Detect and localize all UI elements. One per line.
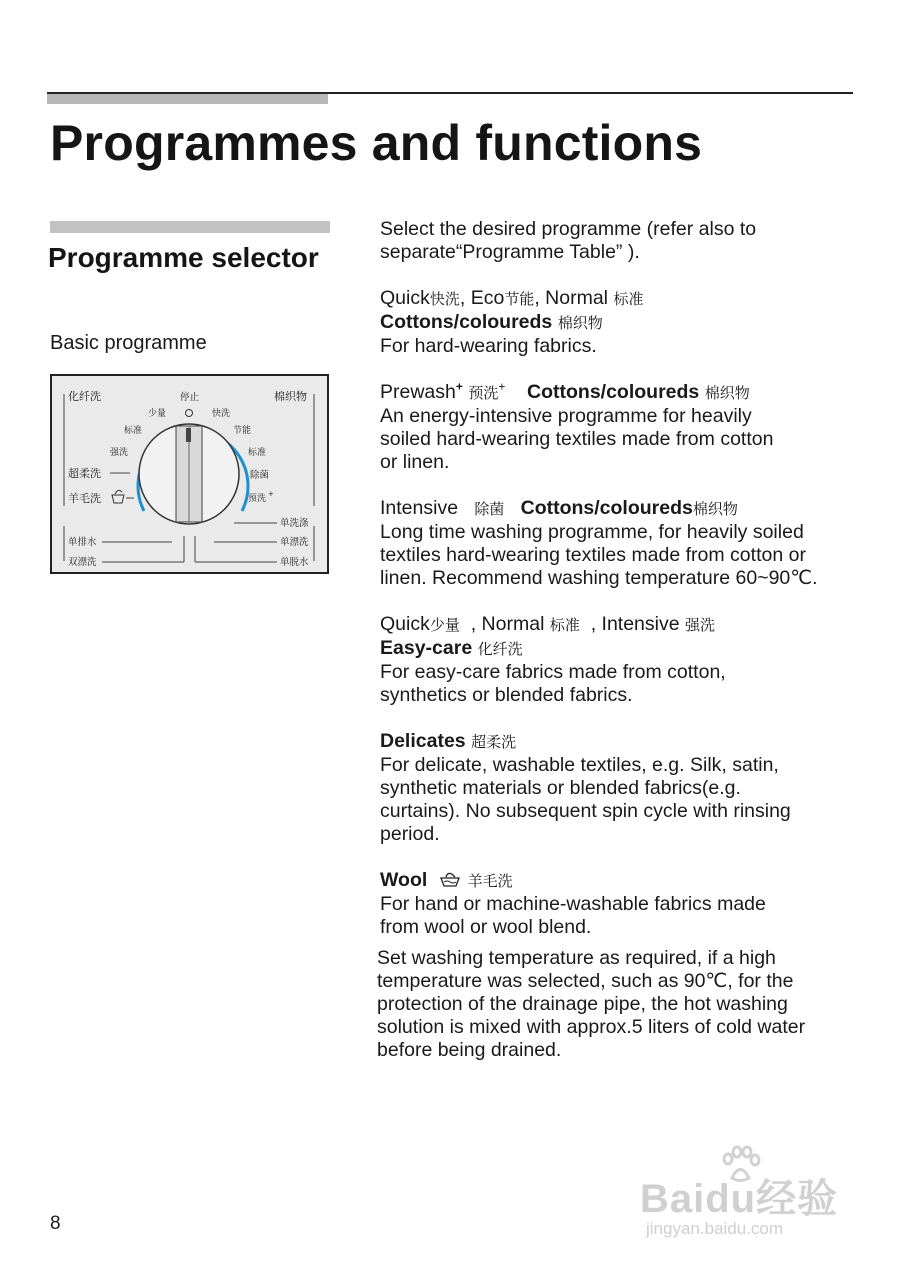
cottons-variants-line: Quick快洗, Eco节能, Normal 标准: [380, 287, 644, 309]
intro-line-1: Select the desired programme (refer also to: [380, 218, 757, 240]
svg-text:+: +: [268, 490, 274, 498]
section-accent-bar: [50, 221, 330, 233]
dial-label-spin-only: 单脱水: [280, 557, 309, 568]
dial-label-eco: 节能: [233, 426, 252, 436]
dial-label-stop: 停止: [180, 392, 200, 403]
paw-icon: [718, 1145, 762, 1185]
delicates-desc-4: period.: [380, 823, 440, 845]
dial-label-less: 少量: [148, 409, 167, 419]
dial-label-double-rinse: 双漂洗: [68, 557, 97, 568]
dial-label-wash-only: 单洗涤: [280, 518, 309, 529]
watermark-url: jingyan.baidu.com: [646, 1219, 784, 1238]
note-line-2: temperature was selected, such as 90℃, for the: [377, 970, 794, 992]
dial-label-easycare: 化纤洗: [68, 390, 101, 403]
intensive-desc-1: Long time washing programme, for heavily soiled: [380, 521, 804, 543]
dial-label-drain: 单排水: [68, 537, 97, 548]
prewash-desc-1: An energy-intensive programme for heavily: [380, 405, 752, 427]
temperature-note: [377, 947, 857, 1062]
section-title: Programme selector: [48, 242, 319, 273]
page-number: 8: [50, 1213, 61, 1234]
wool-hand-icon: [112, 490, 124, 503]
delicates-title: Delicates 超柔洗: [380, 730, 517, 752]
dial-label-quick: 快洗: [212, 409, 231, 419]
programme-dial-panel: [50, 374, 329, 574]
note-line-4: solution is mixed with approx.5 liters of cold water: [377, 1016, 806, 1038]
easycare-desc-1: For easy-care fabrics made from cotton,: [380, 661, 726, 683]
dial-label-wool: 羊毛洗: [68, 492, 101, 505]
delicates-desc-3: curtains). No subsequent spin cycle with rinsing: [380, 800, 791, 822]
prewash-desc-3: or linen.: [380, 451, 450, 473]
intro-line-2: separate“Programme Table” ).: [380, 241, 640, 263]
dial-label-strong: 强洗: [110, 448, 129, 458]
prewash-desc-2: soiled hard-wearing textiles made from cotton: [380, 428, 774, 450]
dial-label-std-right: 标准: [248, 448, 267, 458]
wool-title: Wool 羊毛洗: [380, 869, 513, 891]
dial-label-sterilize: 除菌: [250, 470, 270, 481]
prewash-title: Prewash+ 预洗+ Cottons/coloureds 棉织物: [380, 379, 750, 403]
note-line-5: before being drained.: [377, 1039, 562, 1061]
note-line-3: protection of the drainage pipe, the hot washing: [377, 993, 788, 1015]
watermark-logo: Baidu经验: [640, 1177, 839, 1221]
delicates-desc-2: synthetic materials or blended fabrics(e.g.: [380, 777, 741, 799]
wool-hand-wash-icon: [438, 870, 462, 888]
cottons-title: Cottons/coloureds 棉织物: [380, 311, 603, 333]
basic-programme-label: Basic programme: [50, 332, 207, 354]
dial-label-rinse-only: 单漂洗: [280, 537, 309, 548]
cottons-description: For hard-wearing fabrics.: [380, 335, 597, 357]
intensive-title: Intensive 除菌 Cottons/coloureds棉织物: [380, 497, 738, 519]
dial-label-std-left: 标准: [124, 426, 143, 436]
dial-label-cottons: 棉织物: [274, 390, 307, 403]
delicates-desc-1: For delicate, washable textiles, e.g. Silk, satin,: [380, 754, 779, 776]
programme-descriptions: [380, 218, 870, 939]
wool-desc-1: For hand or machine-washable fabrics made: [380, 893, 766, 915]
easycare-desc-2: synthetics or blended fabrics.: [380, 684, 633, 706]
easycare-variants-line: Quick少量 , Normal 标准 , Intensive 强洗: [380, 613, 716, 635]
easycare-title: Easy-care 化纤洗: [380, 637, 523, 659]
wool-desc-2: from wool or wool blend.: [380, 916, 592, 938]
page-title: Programmes and functions: [50, 115, 703, 171]
note-line-1: Set washing temperature as required, if a high: [377, 947, 776, 969]
intensive-desc-2: textiles hard-wearing textiles made from cotton or: [380, 544, 806, 566]
top-accent-bar: [47, 94, 328, 104]
dial-label-delicates: 超柔洗: [68, 467, 101, 480]
intensive-desc-3: linen. Recommend washing temperature 60~90℃.: [380, 567, 818, 589]
baidu-watermark: [640, 1145, 850, 1245]
dial-label-prewash: 预洗: [248, 494, 267, 504]
